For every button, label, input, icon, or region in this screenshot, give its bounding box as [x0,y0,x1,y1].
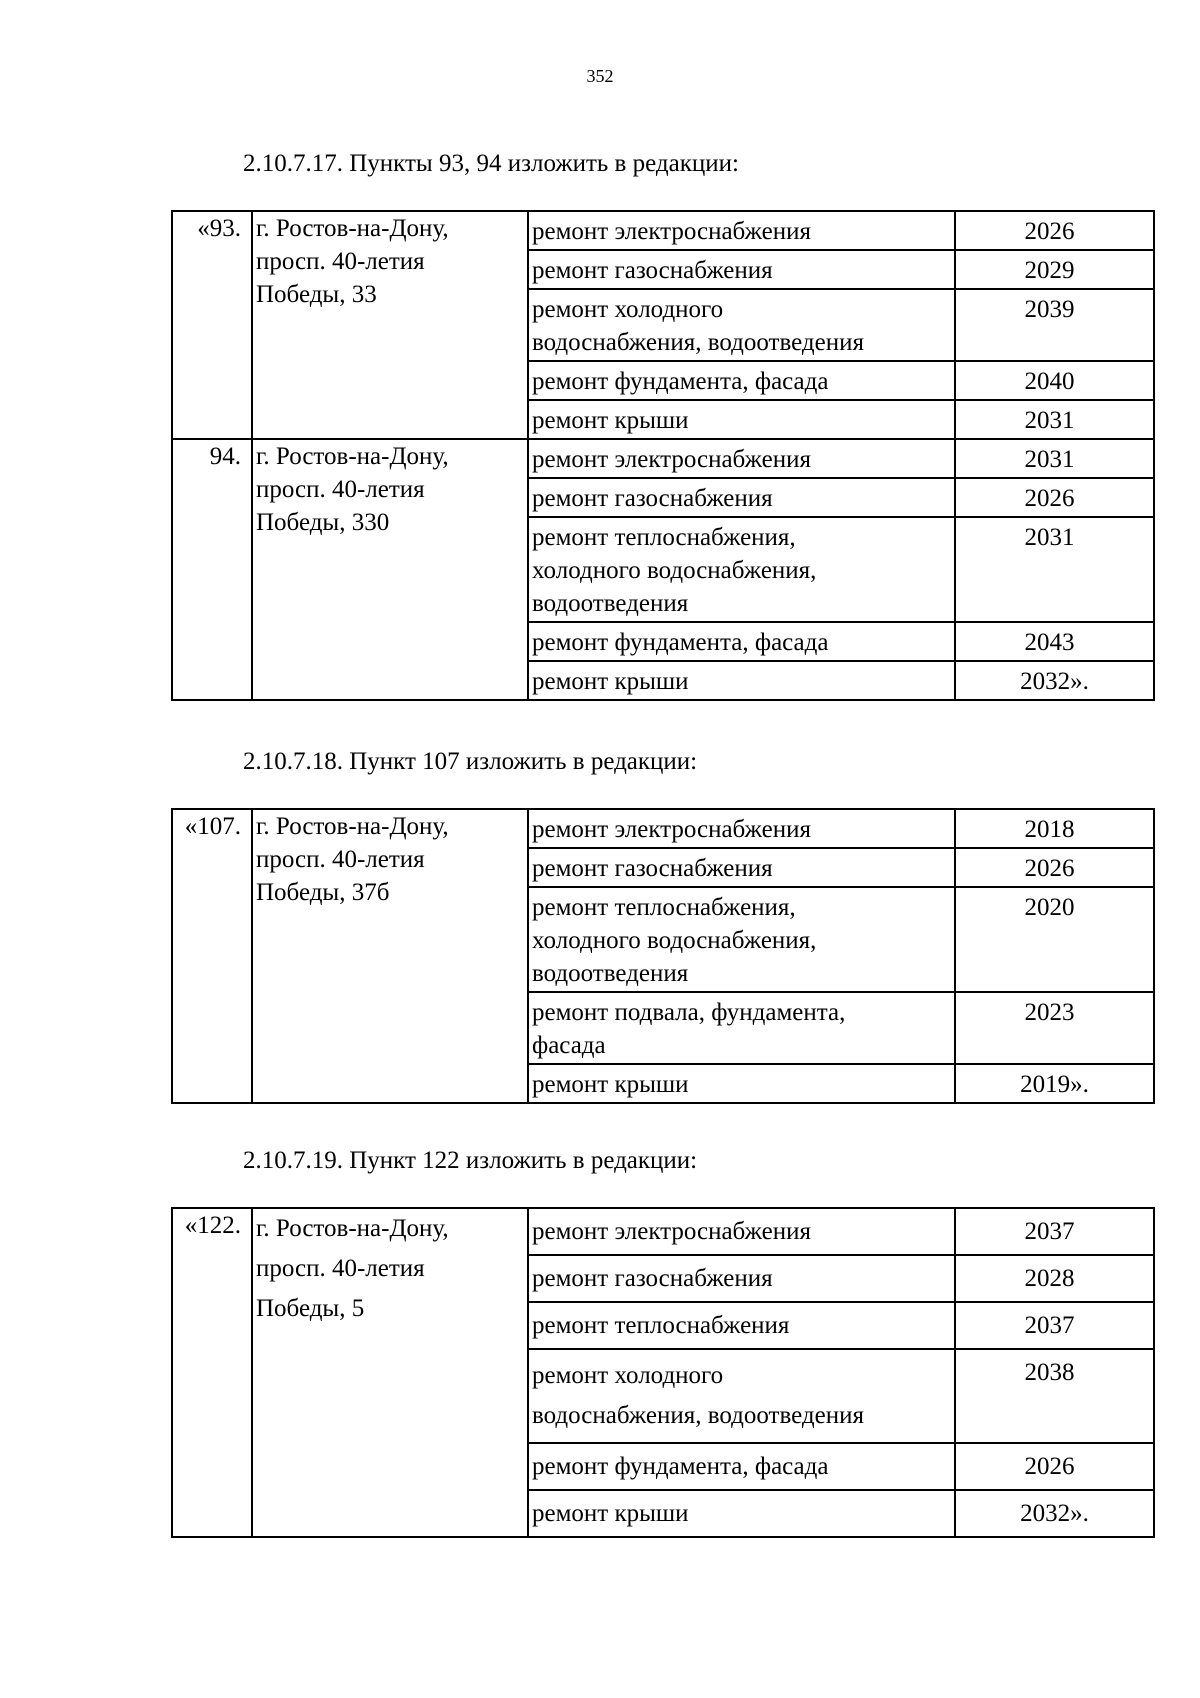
year-value: 2043 [1024,629,1075,656]
address-line: Победы, 5 [256,1295,365,1322]
work-year [955,1349,1154,1443]
work-type [528,439,955,478]
address-line: просп. 40-летия [256,476,425,503]
work-year [955,1443,1154,1490]
table-row [172,439,1154,478]
table-row [172,1208,1154,1255]
year-value: 2031 [1024,524,1075,551]
work-line: ремонт газоснабжения [532,485,773,512]
year-value: 2026 [1024,855,1075,882]
work-line: ремонт крыши [532,668,689,695]
item-address [252,1208,528,1537]
work-line: ремонт фундамента, фасада [532,368,829,395]
year-value: 2023 [1024,999,1075,1026]
work-line: ремонт газоснабжения [532,257,773,284]
work-year [955,1064,1154,1103]
year-value: 2018 [1024,816,1075,843]
work-type [528,361,955,400]
work-year [955,439,1154,478]
work-year [955,848,1154,887]
address-line: просп. 40-летия [256,248,425,275]
work-line: ремонт газоснабжения [532,1265,773,1292]
work-type [528,1064,955,1103]
year-value: 2028 [1024,1265,1075,1292]
work-line: ремонт крыши [532,407,689,434]
work-year [955,478,1154,517]
year-value: 2026 [1024,1453,1075,1480]
address-line: г. Ростов-на-Дону, [256,443,449,470]
clause-heading-2-10-7-18: 2.10.7.18. Пункт 107 изложить в редакции: [243,748,698,775]
work-year [955,661,1154,700]
address-line: г. Ростов-на-Дону, [256,813,449,840]
work-line: ремонт газоснабжения [532,855,773,882]
address-line: г. Ростов-на-Дону, [256,1215,449,1242]
year-value: 2037 [1024,1312,1075,1339]
year-value: 2040 [1024,368,1075,395]
item-number: «122. [172,1208,252,1537]
year-value: 2031 [1024,446,1075,473]
item-address [252,211,528,439]
work-line: фасада [532,1032,606,1059]
work-type [528,848,955,887]
work-type [528,661,955,700]
work-line: ремонт электроснабжения [532,446,811,473]
clause-heading-2-10-7-19: 2.10.7.19. Пункт 122 изложить в редакции: [243,1147,698,1174]
work-type [528,250,955,289]
year-value: 2026 [1024,485,1075,512]
work-type [528,1443,955,1490]
work-line: ремонт подвала, фундамента, [532,999,846,1026]
work-year [955,992,1154,1064]
year-value: 2031 [1024,407,1075,434]
work-year [955,1255,1154,1302]
address-line: просп. 40-летия [256,846,425,873]
year-value: 2029 [1024,257,1075,284]
year-value: 2039 [1024,296,1075,323]
work-year [955,250,1154,289]
work-type [528,809,955,848]
clause-heading-2-10-7-17: 2.10.7.17. Пункты 93, 94 изложить в редакции: [243,150,739,177]
item-address [252,809,528,1103]
work-line: водоснабжения, водоотведения [532,329,864,356]
year-value: 2019». [1020,1071,1089,1098]
address-line: Победы, 330 [256,509,390,536]
work-line: водоотведения [532,960,689,987]
item-number: «93. [172,211,252,439]
year-value: 2038 [1024,1359,1075,1386]
table-row [172,211,1154,250]
work-type [528,400,955,439]
work-year [955,809,1154,848]
work-year [955,1208,1154,1255]
work-line: ремонт фундамента, фасада [532,629,829,656]
work-line: ремонт теплоснабжения, [532,894,796,921]
year-value: 2032». [1020,668,1089,695]
work-type [528,1255,955,1302]
works-table [171,808,1155,1104]
item-number: «107. [172,809,252,1103]
address-line: Победы, 37б [256,879,390,906]
work-year [955,1490,1154,1537]
table-row [172,809,1154,848]
work-year [955,1302,1154,1349]
work-type [528,1490,955,1537]
work-type [528,1302,955,1349]
work-year [955,361,1154,400]
address-line: Победы, 33 [256,281,377,308]
work-type [528,887,955,992]
work-line: ремонт электроснабжения [532,1218,811,1245]
work-line: ремонт холодного [532,1362,724,1389]
works-table [171,1207,1155,1538]
work-line: холодного водоснабжения, [532,927,817,954]
work-line: ремонт электроснабжения [532,816,811,843]
page-number: 352 [586,66,614,86]
work-type [528,478,955,517]
address-line: г. Ростов-на-Дону, [256,215,449,242]
work-line: ремонт теплоснабжения, [532,524,796,551]
item-number: 94. [172,439,252,700]
work-line: водоотведения [532,590,689,617]
work-type [528,1349,955,1443]
work-type [528,992,955,1064]
work-line: ремонт электроснабжения [532,218,811,245]
works-table [171,210,1155,701]
year-value: 2026 [1024,218,1075,245]
work-line: ремонт холодного [532,296,724,323]
work-year [955,211,1154,250]
work-line: ремонт фундамента, фасада [532,1453,829,1480]
item-address [252,439,528,700]
year-value: 2020 [1024,894,1075,921]
work-type [528,622,955,661]
work-type [528,211,955,250]
year-value: 2037 [1024,1218,1075,1245]
work-type [528,289,955,361]
work-type [528,517,955,622]
work-year [955,622,1154,661]
address-line: просп. 40-летия [256,1255,425,1282]
work-year [955,517,1154,622]
work-line: ремонт крыши [532,1500,689,1527]
work-year [955,887,1154,992]
work-line: ремонт теплоснабжения [532,1312,790,1339]
work-line: водоснабжения, водоотведения [532,1402,864,1429]
work-year [955,400,1154,439]
work-type [528,1208,955,1255]
year-value: 2032». [1020,1500,1089,1527]
work-year [955,289,1154,361]
work-line: холодного водоснабжения, [532,557,817,584]
work-line: ремонт крыши [532,1071,689,1098]
